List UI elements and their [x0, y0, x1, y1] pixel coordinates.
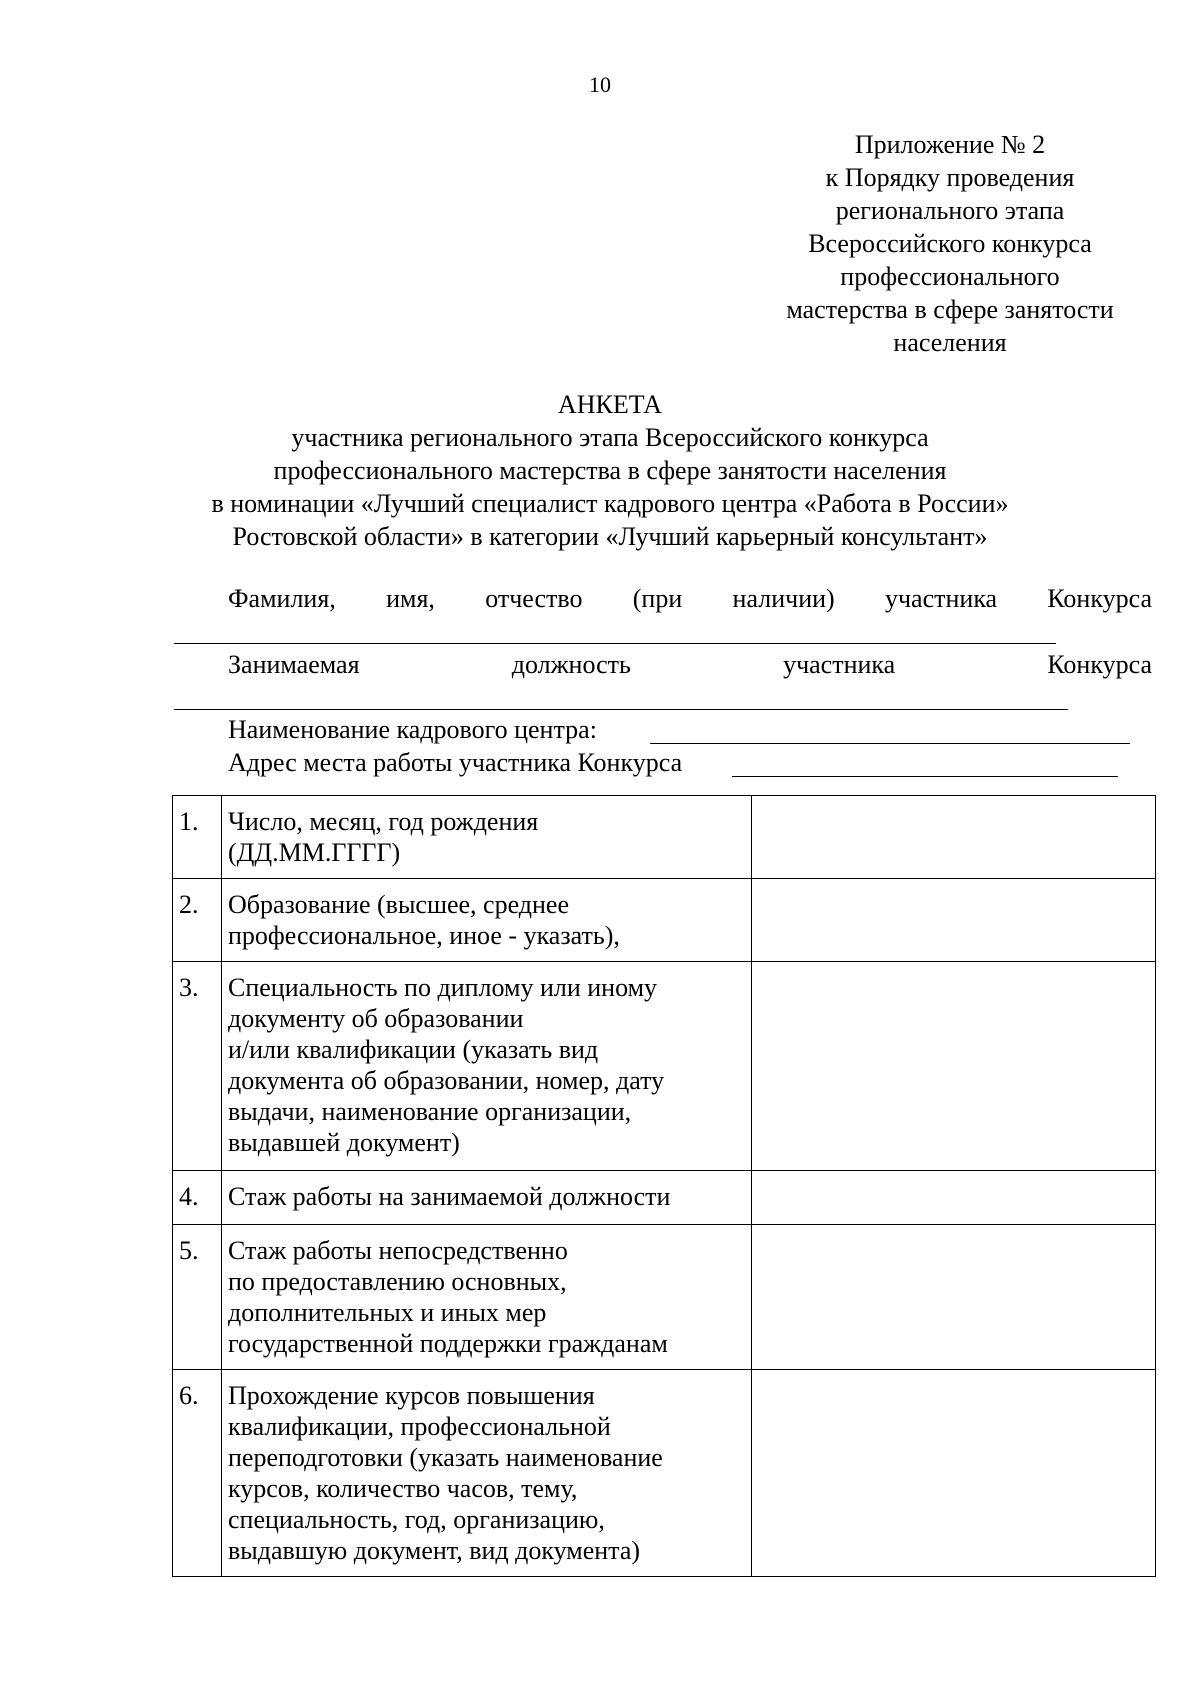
row-label-line: Стаж работы непосредственно: [228, 1236, 568, 1265]
position-word: Занимаемая: [228, 650, 360, 679]
position-word: должность: [511, 650, 631, 679]
table-row: [173, 962, 1156, 1171]
row-label-line: по предоставлению основных,: [228, 1267, 567, 1296]
row-label-line: государственной поддержки гражданам: [228, 1329, 668, 1358]
form-title-line: в номинации «Лучший специалист кадрового центра «Работа в России»: [211, 489, 1009, 518]
fio-word: (при: [632, 584, 683, 613]
fio-input-line[interactable]: [174, 643, 1056, 644]
table-row: [173, 1370, 1156, 1577]
row-label-line: курсов, количество часов, тему,: [228, 1474, 578, 1503]
fio-word: имя,: [386, 584, 435, 613]
row-label-line: и/или квалификации (указать вид: [228, 1035, 599, 1064]
row-number: 2.: [173, 879, 222, 962]
row-label-line: Прохождение курсов повышения: [228, 1381, 595, 1410]
row-number: 5.: [173, 1225, 222, 1370]
row-value-cell[interactable]: [752, 1370, 1156, 1577]
form-heading: АНКЕТА: [557, 390, 663, 419]
form-title-line: Ростовской области» в категории «Лучший карьерный консультант»: [232, 522, 988, 551]
questionnaire-table: [172, 795, 1156, 1577]
center-name-input-line[interactable]: [650, 743, 1130, 744]
row-label-line: переподготовки (указать наименование: [228, 1443, 663, 1472]
row-value-cell[interactable]: [752, 879, 1156, 962]
row-label-line: квалификации, профессиональной: [228, 1412, 611, 1441]
row-label: [222, 796, 752, 879]
address-label: Адрес места работы участника Конкурса: [228, 748, 683, 777]
form-title: [140, 388, 1080, 553]
appendix-line: мастерства в сфере занятости: [786, 295, 1114, 324]
row-label-line: Стаж работы на занимаемой должности: [228, 1182, 671, 1211]
row-label-line: специальность, год, организацию,: [228, 1505, 605, 1534]
fio-word: Фамилия,: [228, 584, 336, 613]
row-label-line: Образование (высшее, среднее: [228, 890, 570, 919]
fio-word: отчество: [485, 584, 583, 613]
row-label-line: документу об образовании: [228, 1004, 524, 1033]
row-label: [222, 1370, 752, 1577]
appendix-line: регионального этапа: [835, 196, 1065, 225]
row-number: 1.: [173, 796, 222, 879]
row-label-line: выдавшую документ, вид документа): [228, 1536, 641, 1565]
row-value-cell[interactable]: [752, 1225, 1156, 1370]
position-word: Конкурса: [1047, 650, 1152, 679]
table-row: [173, 796, 1156, 879]
fio-word: участника: [884, 584, 998, 613]
appendix-line: Всероссийского конкурса: [808, 229, 1092, 258]
appendix-line: профессионального: [840, 262, 1060, 291]
form-title-line: участника регионального этапа Всероссийского конкурса: [291, 423, 929, 452]
address-input-line[interactable]: [732, 776, 1118, 777]
row-number: 6.: [173, 1370, 222, 1577]
row-label: [222, 1171, 752, 1225]
row-number: 3.: [173, 962, 222, 1171]
appendix-line: к Порядку проведения: [825, 163, 1075, 192]
row-label-line: Число, месяц, год рождения: [228, 807, 539, 836]
table-row: [173, 879, 1156, 962]
page-number: 10: [589, 72, 611, 97]
row-number: 4.: [173, 1171, 222, 1225]
row-value-cell[interactable]: [752, 962, 1156, 1171]
fio-label: [228, 582, 1152, 615]
row-label-line: (ДД.ММ.ГГГГ): [228, 838, 401, 867]
fio-word: Конкурса: [1047, 584, 1152, 613]
row-label: [222, 962, 752, 1171]
row-label-line: выдавшей документ): [228, 1128, 460, 1157]
table-row: [173, 1225, 1156, 1370]
position-label: [228, 648, 1152, 681]
row-label-line: документа об образовании, номер, дату: [228, 1066, 665, 1095]
row-label: [222, 879, 752, 962]
row-label-line: Специальность по диплому или иному: [228, 973, 658, 1002]
row-value-cell[interactable]: [752, 1171, 1156, 1225]
center-name-label: Наименование кадрового центра:: [228, 715, 597, 744]
table-row: [173, 1171, 1156, 1225]
appendix-line: населения: [893, 328, 1007, 357]
row-label-line: дополнительных и иных мер: [228, 1298, 547, 1327]
fio-word: наличии): [732, 584, 835, 613]
row-label-line: профессиональное, иное - указать),: [228, 921, 620, 950]
position-word: участника: [783, 650, 896, 679]
row-label: [222, 1225, 752, 1370]
row-value-cell[interactable]: [752, 796, 1156, 879]
appendix-line: Приложение № 2: [854, 130, 1046, 159]
position-input-line[interactable]: [174, 709, 1068, 710]
form-title-line: профессионального мастерства в сфере занятости населения: [273, 456, 947, 485]
appendix-reference: [740, 128, 1160, 359]
row-label-line: выдачи, наименование организации,: [228, 1097, 632, 1126]
